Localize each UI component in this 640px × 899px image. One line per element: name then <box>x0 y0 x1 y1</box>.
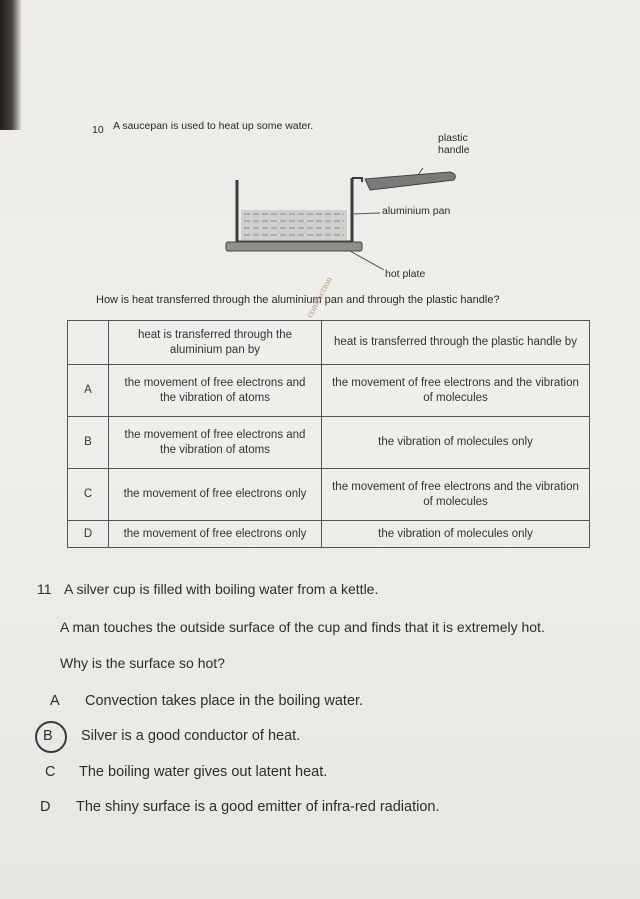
row-handle-cell: the movement of free electrons and the vibration of molecules <box>322 469 590 521</box>
question-11-number: 11 <box>37 581 52 597</box>
option-letter: A <box>50 693 60 709</box>
option-text: Silver is a good conductor of heat. <box>81 728 301 744</box>
row-pan-cell: the movement of free electrons and the vibration of atoms <box>109 417 322 469</box>
table-row <box>68 521 590 548</box>
table-header-pan: heat is transferred through the aluminium pan by <box>109 321 322 365</box>
saucepan-diagram <box>220 132 480 288</box>
row-handle-cell: the vibration of molecules only <box>322 417 590 469</box>
row-letter: C <box>68 469 109 521</box>
row-letter: B <box>68 417 109 469</box>
table-header-row <box>68 321 590 365</box>
table-row <box>68 365 590 417</box>
page-corner-shadow <box>0 0 22 130</box>
question-10-text: A saucepan is used to heat up some water. <box>113 120 314 132</box>
row-pan-cell: the movement of free electrons and the vibration of atoms <box>109 365 322 417</box>
table-row <box>68 469 590 521</box>
option-text: The boiling water gives out latent heat. <box>79 764 328 780</box>
row-letter: D <box>68 521 109 548</box>
table-row <box>68 417 590 469</box>
handwritten-note: conduction <box>305 275 335 320</box>
question-10-prompt: How is heat transferred through the aluminium pan and through the plastic handle? <box>96 294 500 306</box>
option-letter: C <box>45 764 56 780</box>
option-text: Convection takes place in the boiling water. <box>85 693 364 709</box>
option-text: The shiny surface is a good emitter of infra-red radiation. <box>76 799 440 815</box>
question-11-sentence: A man touches the outside surface of the cup and finds that it is extremely hot. <box>60 619 545 635</box>
table-header-blank <box>68 321 109 365</box>
row-handle-cell: the movement of free electrons and the vibration of molecules <box>322 365 590 417</box>
row-pan-cell: the movement of free electrons only <box>109 521 322 548</box>
plastic-handle-label: plastic handle <box>438 132 470 156</box>
aluminium-pan-label: aluminium pan <box>382 205 451 217</box>
option-letter: D <box>40 799 51 815</box>
table-header-handle: heat is transferred through the plastic handle by <box>322 321 590 365</box>
question-11-stem: A silver cup is filled with boiling water from a kettle. <box>64 581 379 597</box>
option-letter: B <box>43 728 53 744</box>
hot-plate-label: hot plate <box>385 268 426 280</box>
row-letter: A <box>68 365 109 417</box>
question-11-question: Why is the surface so hot? <box>60 655 225 671</box>
row-pan-cell: the movement of free electrons only <box>109 469 322 521</box>
row-handle-cell: the vibration of molecules only <box>322 521 590 548</box>
answer-table <box>67 320 590 548</box>
question-10-number: 10 <box>92 124 104 136</box>
saucepan-illustration <box>220 168 480 288</box>
